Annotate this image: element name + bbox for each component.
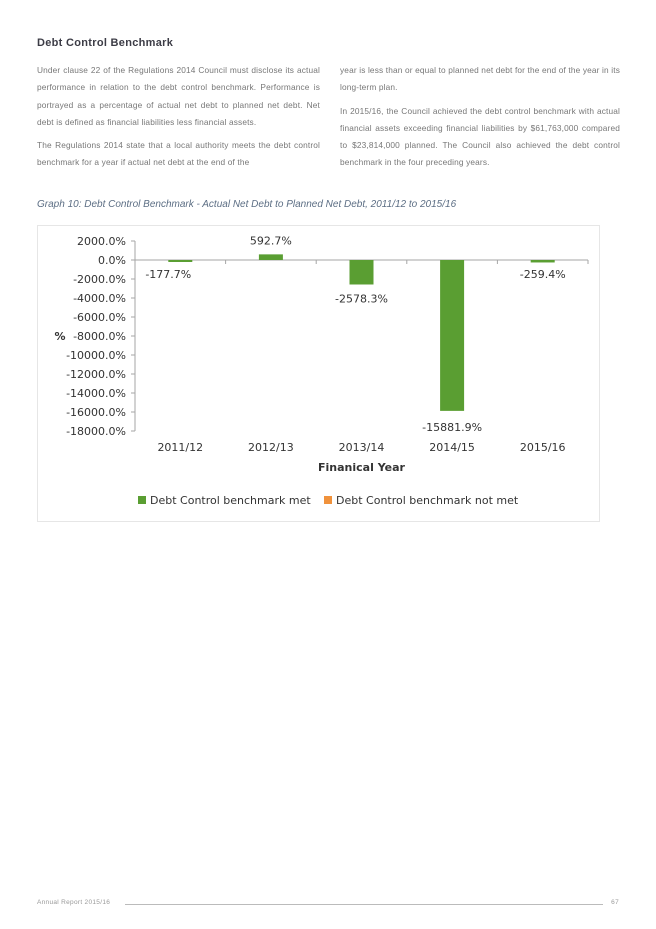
chart-container (37, 225, 600, 522)
y-tick-label: -10000.0% (66, 349, 126, 362)
y-tick-label: -4000.0% (73, 292, 126, 305)
legend-label-not-met: Debt Control benchmark not met (336, 494, 519, 507)
page-footer (37, 899, 619, 911)
footer-page-number: 67 (611, 899, 619, 906)
y-tick-label: -18000.0% (66, 425, 126, 438)
bar-2014-15 (440, 260, 464, 411)
bar-2012-13 (259, 254, 283, 260)
x-tick-label: 2011/12 (157, 441, 204, 454)
left-paragraph-2: The Regulations 2014 state that a local authority meets the debt control benchmark for a year if actual net debt at the end of the (37, 140, 320, 168)
y-tick-label: -8000.0% (73, 330, 126, 343)
legend-swatch-met (138, 496, 146, 504)
x-tick-label: 2013/14 (338, 441, 385, 454)
bar-2011-12 (168, 260, 192, 262)
y-tick-label: 2000.0% (77, 235, 126, 248)
data-label: -259.4% (519, 268, 566, 281)
data-label: -15881.9% (422, 420, 483, 434)
right-paragraph-2: In 2015/16, the Council achieved the debt control benchmark with actual financial assets exceeding financial liabilities by $61,763,000 compared to $23,814,000 planned. The Council also achieved the debt control benchmark in the four preceding years. (340, 105, 620, 168)
bar-2013-14 (350, 260, 374, 284)
y-tick-label: -6000.0% (73, 311, 126, 324)
left-column (37, 62, 320, 178)
graph-caption: Graph 10: Debt Control Benchmark - Actual Net Debt to Planned Net Debt, 2011/12 to 2015/16 (37, 199, 457, 210)
y-tick-label: -16000.0% (66, 406, 126, 419)
left-paragraph-1: Under clause 22 of the Regulations 2014 Council must disclose its actual performance in relation to the debt control benchmark. Performance is portrayed as a percentage of actual net debt to planned net debt. Net debt is defined as financial liabilities less financial assets. (37, 65, 320, 127)
x-tick-label: 2014/15 (429, 441, 475, 454)
y-tick-label: -12000.0% (66, 368, 126, 381)
debt-control-chart (38, 226, 601, 523)
footer-rule (125, 904, 603, 905)
legend-swatch-not-met (324, 496, 332, 504)
x-tick-label: 2015/16 (519, 441, 566, 454)
section-heading: Debt Control Benchmark (37, 37, 174, 49)
x-axis-label: Finanical Year (318, 461, 405, 474)
bar-2015-16 (531, 260, 555, 262)
data-label: -177.7% (145, 268, 192, 281)
legend-label-met: Debt Control benchmark met (150, 494, 311, 507)
right-paragraph-1: year is less than or equal to planned net debt for the end of the year in its long-term plan. (340, 65, 620, 93)
y-tick-label: 0.0% (98, 254, 126, 267)
right-column (340, 62, 620, 178)
x-tick-label: 2012/13 (248, 441, 294, 454)
y-tick-label: -2000.0% (73, 273, 126, 286)
data-label: 592.7% (249, 234, 292, 248)
y-axis-label: % (54, 330, 66, 343)
y-tick-label: -14000.0% (66, 387, 126, 400)
footer-report-title: Annual Report 2015/16 (37, 899, 111, 906)
data-label: -2578.3% (335, 292, 388, 306)
